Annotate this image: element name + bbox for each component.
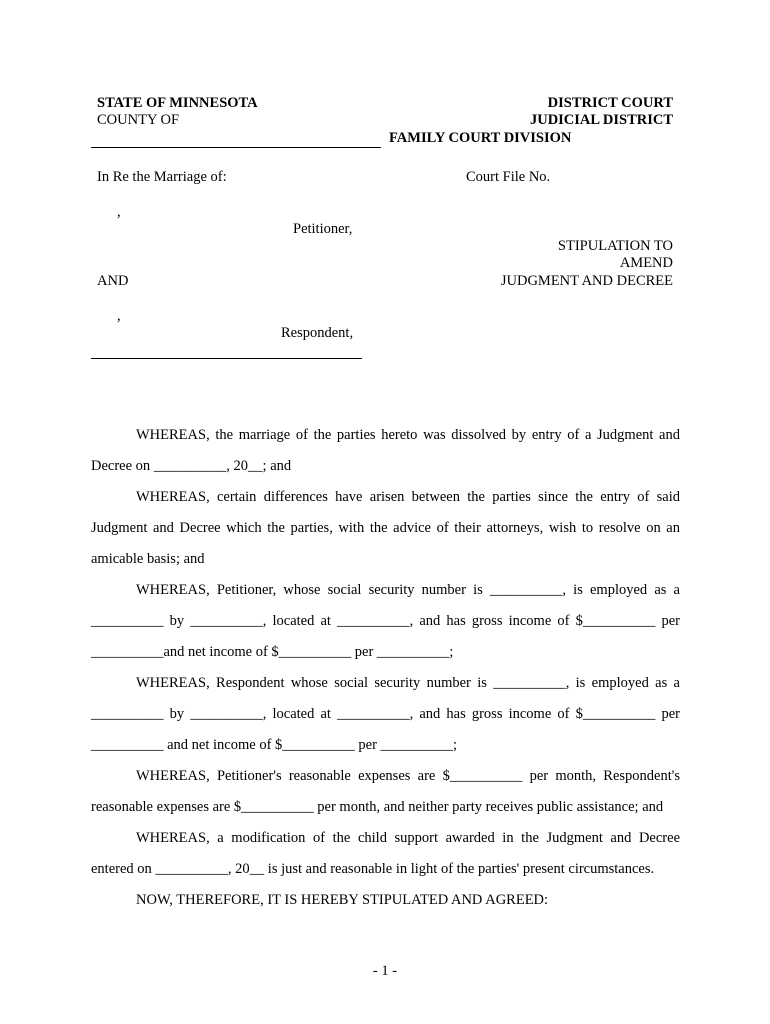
in-re-label: In Re the Marriage of: [97,169,227,185]
p4-line-1: WHEREAS, Respondent whose social security number is __________, is employed as a [136,675,680,691]
court-file-label: Court File No. [466,169,551,185]
p4-line-2: __________ by __________, located at __________, and has gross income of $__________ per [91,706,680,722]
title-line-2: AMEND [619,255,673,271]
and-label: AND [97,273,129,289]
county-label: COUNTY OF [97,112,180,128]
p7-line-1: NOW, THEREFORE, IT IS HEREBY STIPULATED AND AGREED: [136,892,549,908]
p2-line-1: WHEREAS, certain differences have arisen between the parties since the entry of said [136,489,680,505]
district-court-heading: DISTRICT COURT [547,95,673,111]
p5-line-2: reasonable expenses are $__________ per month, and neither party receives public assistance; and [91,799,664,815]
p1-line-2: Decree on __________, 20__; and [91,458,292,474]
page-number: - 1 - [372,963,398,979]
p3-line-2: __________ by __________, located at __________, and has gross income of $__________ per [91,613,680,629]
respondent-name-comma: , [117,308,121,324]
p2-line-3: amicable basis; and [91,551,205,567]
p3-line-1: WHEREAS, Petitioner, whose social security number is __________, is employed as a [136,582,680,598]
title-line-3: JUDGMENT AND DECREE [500,273,673,289]
family-division-heading: FAMILY COURT DIVISION [389,130,572,146]
p5-line-1: WHEREAS, Petitioner's reasonable expenses are $__________ per month, Respondent's [136,768,680,784]
county-divider [91,147,381,148]
p3-line-3: __________and net income of $__________ per __________; [91,644,454,660]
petitioner-label: Petitioner, [293,221,353,237]
state-heading: STATE OF MINNESOTA [97,95,258,111]
title-line-1: STIPULATION TO [557,238,673,254]
p6-line-1: WHEREAS, a modification of the child support awarded in the Judgment and Decree [136,830,680,846]
p2-line-2: Judgment and Decree which the parties, with the advice of their attorneys, wish to resolve on an [91,520,680,536]
p6-line-2: entered on __________, 20__ is just and reasonable in light of the parties' present circumstances. [91,861,655,877]
petitioner-name-comma: , [117,204,121,220]
judicial-district-heading: JUDICIAL DISTRICT [529,112,673,128]
respondent-label: Respondent, [281,325,354,341]
p4-line-3: __________ and net income of $__________ per __________; [91,737,458,753]
p1-line-1: WHEREAS, the marriage of the parties hereto was dissolved by entry of a Judgment and [136,427,680,443]
caption-divider [91,358,362,359]
